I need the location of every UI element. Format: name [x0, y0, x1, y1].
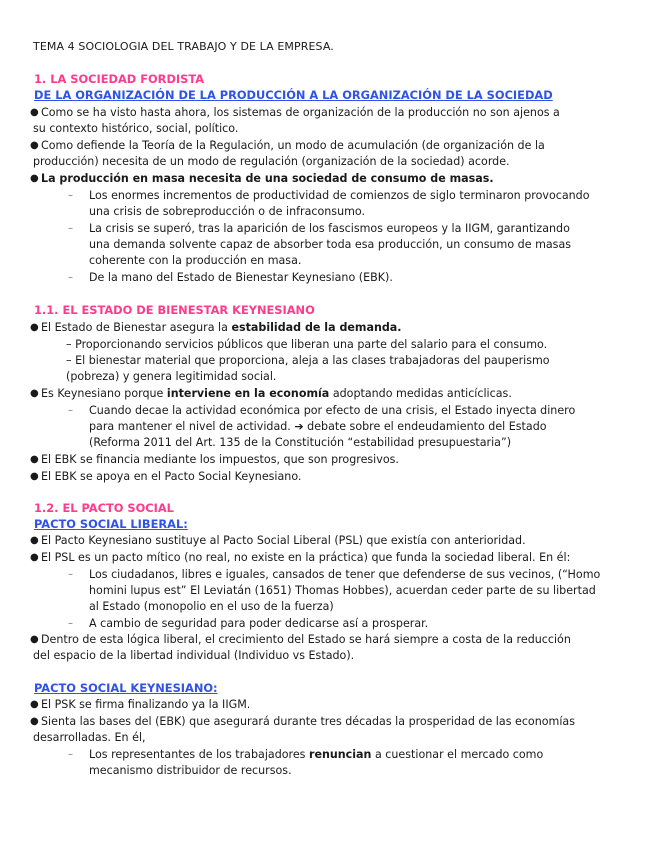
bullet-icon: ● [30, 535, 39, 546]
section-heading-pacto: 1.2. EL PACTO SOCIAL [34, 501, 174, 515]
list-line: La crisis se superó, tras la aparición de los fascismos europeos y la IIGM, garantizando [89, 222, 570, 235]
paragraph-line: El EBK se financia mediante los impuestos, que son progresivos. [41, 453, 399, 466]
list-line: una crisis de sobreproducción o de infraconsumo. [89, 205, 366, 218]
text-span: Es Keynesiano porque [41, 387, 167, 400]
paragraph-line: El Pacto Keynesiano sustituye al Pacto Social Liberal (PSL) que existía con anterioridad. [41, 534, 526, 547]
paragraph-line [41, 320, 402, 336]
list-line: (pobreza) y genera legitimidad social. [66, 370, 277, 383]
list-line: homini lupus est” El Leviatán (1651) Thomas Hobbes), acuerdan ceder parte de su libertad [89, 584, 596, 597]
paragraph-line-bold: La producción en masa necesita de una sociedad de consumo de masas. [41, 172, 494, 185]
dash-icon: – [68, 223, 73, 234]
list-line: (Reforma 2011 del Art. 135 de la Constitución “estabilidad presupuestaria”) [89, 436, 512, 449]
list-line: A cambio de seguridad para poder dedicarse así a prosperar. [89, 617, 429, 630]
list-line: coherente con la producción en masa. [89, 254, 302, 267]
section-heading-ebk: 1.1. EL ESTADO DE BIENESTAR KEYNESIANO [34, 303, 315, 317]
paragraph-line: desarrolladas. En él, [33, 731, 146, 744]
bold-span: interviene en la economía [166, 387, 330, 400]
text-span: El Estado de Bienestar asegura la [41, 321, 232, 334]
bullet-icon: ● [30, 454, 39, 465]
dash-icon: – [68, 569, 73, 580]
list-line: al Estado (monopolio en el uso de la fuerza) [89, 600, 334, 613]
bullet-icon: ● [30, 716, 39, 727]
dash-icon: – [68, 618, 73, 629]
paragraph-line [41, 386, 512, 402]
paragraph-line: Como se ha visto hasta ahora, los sistemas de organización de la producción no son ajenos a [41, 106, 560, 119]
subheading-psl: PACTO SOCIAL LIBERAL: [34, 517, 188, 531]
subheading-psk: PACTO SOCIAL KEYNESIANO: [34, 681, 218, 695]
paragraph-line: Dentro de esta lógica liberal, el crecimiento del Estado se hará siempre a costa de la reducción [41, 633, 571, 646]
dash-icon: – [68, 405, 73, 416]
section-heading-fordista: 1. LA SOCIEDAD FORDISTA [34, 72, 205, 86]
text-span: a cuestionar el mercado como [371, 748, 544, 761]
bullet-icon: ● [30, 322, 39, 333]
bullet-icon: ● [30, 552, 39, 563]
document-title: TEMA 4 SOCIOLOGIA DEL TRABAJO Y DE LA EMPRESA. [33, 40, 334, 53]
paragraph-line: El PSL es un pacto mítico (no real, no existe en la práctica) que funda la sociedad liberal. En él: [41, 551, 571, 564]
dash-icon: – [68, 190, 73, 201]
paragraph-line: producción) necesita de un modo de regulación (organización de la sociedad) acorde. [33, 155, 510, 168]
bullet-icon: ● [30, 388, 39, 399]
paragraph-line: Como defiende la Teoría de la Regulación, un modo de acumulación (de organización de la [41, 139, 545, 152]
bullet-icon: ● [30, 173, 39, 184]
paragraph-line: del espacio de la libertad individual (Individuo vs Estado). [33, 649, 355, 662]
list-line: – Proporcionando servicios públicos que liberan una parte del salario para el consumo. [66, 338, 548, 351]
list-line: Los ciudadanos, libres e iguales, cansados de tener que defenderse de sus vecinos, (“Homo [89, 568, 601, 581]
bold-span: estabilidad de la demanda. [231, 321, 402, 334]
list-line: Cuando decae la actividad económica por efecto de una crisis, el Estado inyecta dinero [89, 404, 576, 417]
bold-span: renuncian [308, 748, 372, 761]
text-span: Los representantes de los trabajadores [89, 748, 309, 761]
paragraph-line: Sienta las bases del (EBK) que asegurará durante tres décadas la prosperidad de las economías [41, 715, 575, 728]
dash-icon: – [68, 749, 73, 760]
list-line: mecanismo distribuidor de recursos. [89, 764, 292, 777]
bullet-icon: ● [30, 140, 39, 151]
bullet-icon: ● [30, 471, 39, 482]
paragraph-line: El EBK se apoya en el Pacto Social Keynesiano. [41, 470, 302, 483]
bullet-icon: ● [30, 107, 39, 118]
bullet-icon: ● [30, 699, 39, 710]
text-span: adoptando medidas anticíclicas. [329, 387, 512, 400]
dash-icon: – [68, 272, 73, 283]
list-line: Los enormes incrementos de productividad de comienzos de siglo terminaron provocando [89, 189, 590, 202]
list-line: – El bienestar material que proporciona, aleja a las clases trabajadoras del pauperismo [66, 354, 550, 367]
bullet-icon: ● [30, 634, 39, 645]
list-line [89, 747, 543, 763]
list-line: una demanda solvente capaz de absorber toda esa producción, un consumo de masas [89, 238, 572, 251]
list-line: De la mano del Estado de Bienestar Keynesiano (EBK). [89, 271, 393, 284]
subheading-organizacion: DE LA ORGANIZACIÓN DE LA PRODUCCIÓN A LA ORGANIZACIÓN DE LA SOCIEDAD [34, 88, 553, 102]
list-line: para mantener el nivel de actividad. ➔ debate sobre el endeudamiento del Estado [89, 420, 547, 433]
paragraph-line: su contexto histórico, social, político. [33, 122, 239, 135]
paragraph-line: El PSK se firma finalizando ya la IIGM. [41, 698, 251, 711]
